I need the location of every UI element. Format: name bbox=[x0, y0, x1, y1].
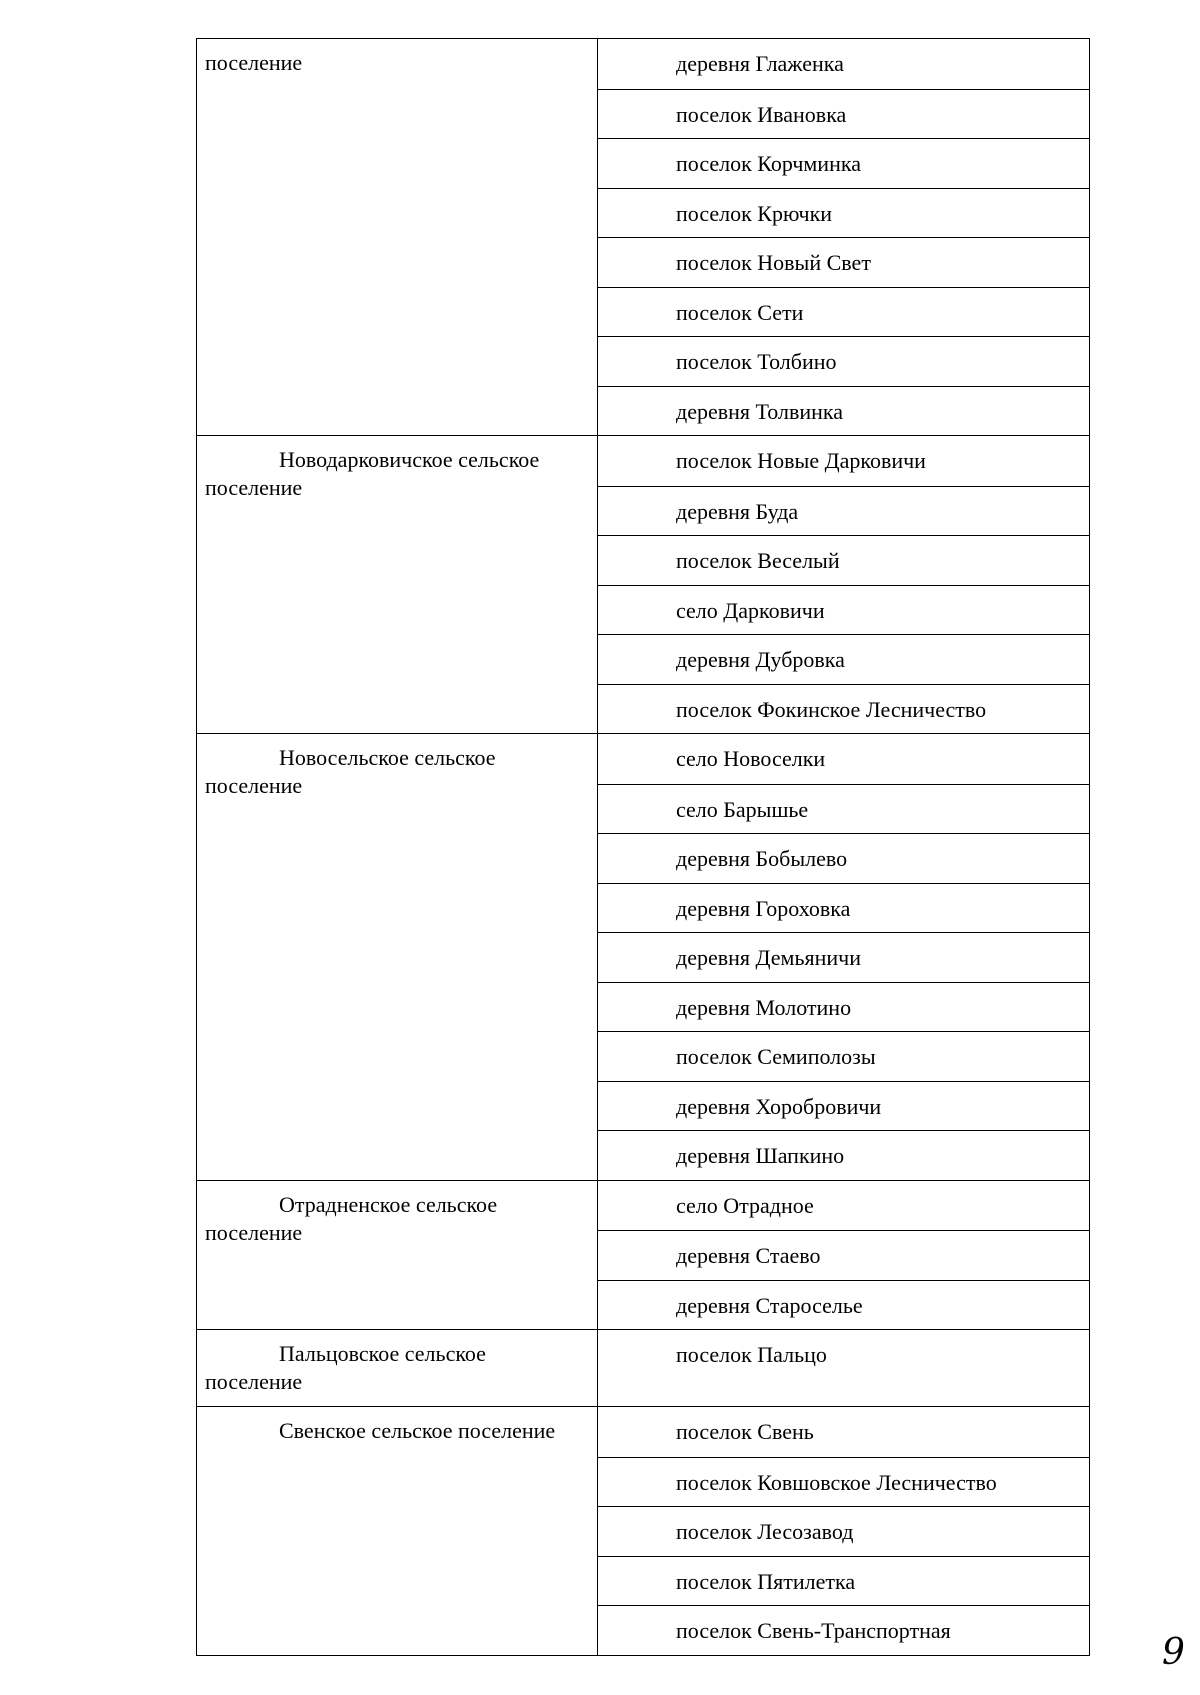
municipality-cell bbox=[197, 1180, 598, 1330]
settlement-list bbox=[598, 1407, 1089, 1655]
settlement-item: село Новоселки bbox=[676, 746, 826, 771]
municipality-cell bbox=[197, 436, 598, 734]
settlements-cell bbox=[598, 1180, 1090, 1330]
page-number: 9 bbox=[1162, 1632, 1185, 1673]
settlement-item: поселок Ивановка bbox=[598, 89, 1089, 139]
municipality-name-line1: Отрадненское сельское bbox=[279, 1191, 498, 1217]
settlement-item: село Отрадное bbox=[676, 1192, 814, 1218]
municipality-name bbox=[197, 1330, 597, 1396]
municipality-cell bbox=[197, 1330, 598, 1407]
municipality-cell bbox=[197, 1407, 598, 1656]
settlement-item: поселок Ковшовское Лесничество bbox=[598, 1457, 1089, 1507]
settlement-item: деревня Демьяничи bbox=[598, 932, 1089, 982]
municipality-row bbox=[197, 436, 1090, 734]
municipality-name-line1: Новосельское сельское bbox=[279, 745, 496, 770]
settlement-item: деревня Глаженка bbox=[676, 51, 844, 76]
settlement-item: поселок Фокинское Лесничество bbox=[598, 684, 1089, 734]
municipality-name-line2: поселение bbox=[205, 1369, 303, 1394]
settlement-list bbox=[598, 1330, 1089, 1406]
settlement-item: поселок Сети bbox=[598, 287, 1089, 337]
settlement-list bbox=[598, 436, 1089, 733]
settlements-cell bbox=[598, 734, 1090, 1181]
settlement-item: поселок Корчминка bbox=[598, 138, 1089, 188]
settlement-item: деревня Староселье bbox=[598, 1280, 1089, 1330]
settlement-item: поселок Веселый bbox=[598, 535, 1089, 585]
settlement-item: деревня Дубровка bbox=[598, 634, 1089, 684]
municipality-name-line2: поселение bbox=[205, 1219, 303, 1245]
municipality-name bbox=[197, 734, 597, 800]
settlement-item: деревня Стаево bbox=[598, 1230, 1089, 1280]
settlement-item: деревня Шапкино bbox=[598, 1130, 1089, 1180]
settlement-list bbox=[598, 734, 1089, 1180]
municipality-name-line1: Пальцовское сельское bbox=[279, 1341, 486, 1366]
settlements-cell bbox=[598, 1407, 1090, 1656]
municipality-name bbox=[197, 1181, 597, 1247]
municipality-name bbox=[197, 39, 597, 77]
municipality-name-line2: поселение bbox=[205, 773, 303, 798]
municipality-name bbox=[197, 436, 597, 502]
municipality-row bbox=[197, 1407, 1090, 1656]
settlement-item: село Барышье bbox=[598, 784, 1089, 834]
settlement-item: деревня Гороховка bbox=[598, 883, 1089, 933]
settlement-item: поселок Пальцо bbox=[676, 1342, 827, 1367]
municipality-row bbox=[197, 734, 1090, 1181]
municipality-name-line1: Новодарковичское сельское bbox=[279, 447, 540, 472]
settlement-item: поселок Пятилетка bbox=[598, 1556, 1089, 1606]
settlement-item: деревня Хоробровичи bbox=[598, 1081, 1089, 1131]
municipality-name-line1: Свенское сельское поселение bbox=[279, 1418, 556, 1443]
municipality-row bbox=[197, 39, 1090, 436]
settlement-list bbox=[598, 1181, 1089, 1330]
settlement-item: деревня Молотино bbox=[598, 982, 1089, 1032]
settlement-item: поселок Свень bbox=[676, 1419, 814, 1444]
settlement-item: поселок Свень-Транспортная bbox=[598, 1605, 1089, 1655]
municipality-row bbox=[197, 1180, 1090, 1330]
settlement-item: деревня Буда bbox=[598, 486, 1089, 536]
municipality-row bbox=[197, 1330, 1090, 1407]
settlement-item: поселок Крючки bbox=[598, 188, 1089, 238]
settlement-item: село Дарковичи bbox=[598, 585, 1089, 635]
municipality-name-line2: поселение bbox=[205, 475, 303, 500]
settlement-item: поселок Семиполозы bbox=[598, 1031, 1089, 1081]
municipality-cell bbox=[197, 39, 598, 436]
settlement-item: поселок Лесозавод bbox=[598, 1506, 1089, 1556]
settlements-table bbox=[196, 38, 1090, 1656]
table-body bbox=[197, 39, 1090, 1656]
settlement-item: поселок Новые Дарковичи bbox=[676, 448, 926, 473]
settlement-item: деревня Толвинка bbox=[598, 386, 1089, 436]
settlements-cell bbox=[598, 436, 1090, 734]
settlements-cell bbox=[598, 1330, 1090, 1407]
municipality-name-line2: поселение bbox=[205, 50, 303, 75]
settlement-list bbox=[598, 39, 1089, 435]
settlement-item: деревня Бобылево bbox=[598, 833, 1089, 883]
municipality-name bbox=[197, 1407, 597, 1445]
settlements-cell bbox=[598, 39, 1090, 436]
settlement-item: поселок Толбино bbox=[598, 336, 1089, 386]
municipality-cell bbox=[197, 734, 598, 1181]
settlement-item: поселок Новый Свет bbox=[598, 237, 1089, 287]
